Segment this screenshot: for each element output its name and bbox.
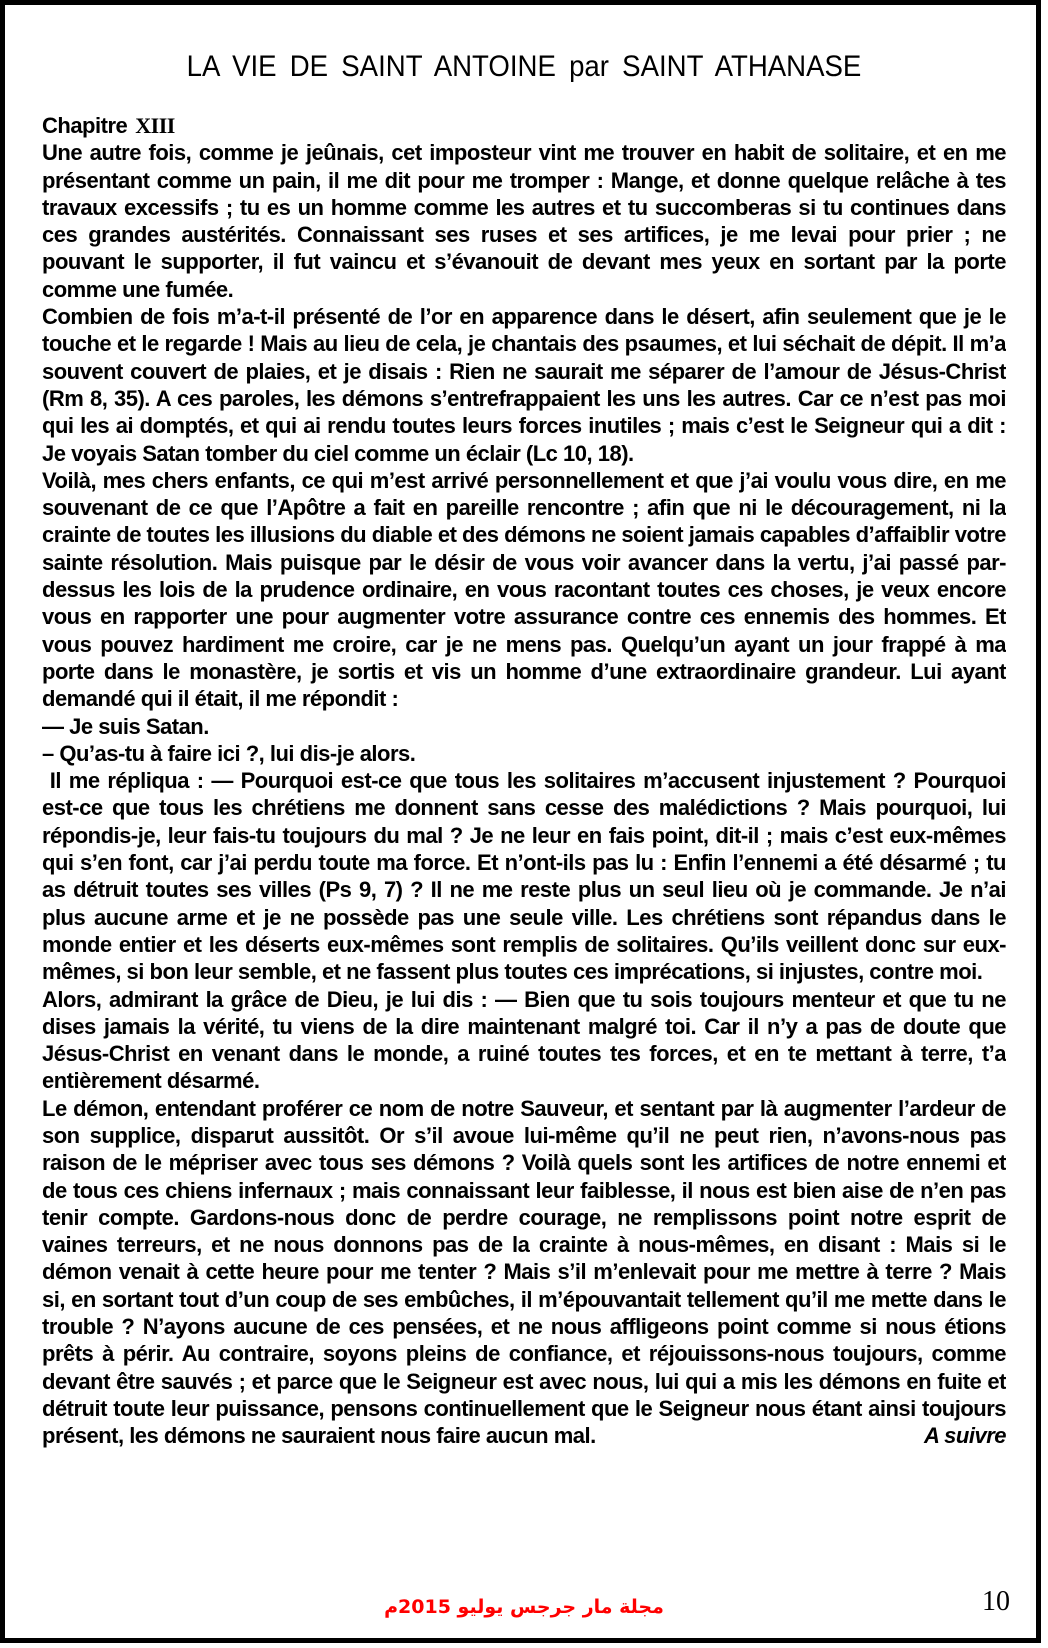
dialogue-line-1: — Je suis Satan. xyxy=(42,713,209,739)
continuation-note: A suivre xyxy=(923,1423,1006,1449)
body-text xyxy=(42,112,1006,1592)
document-title: LA VIE DE SAINT ANTOINE par SAINT ATHANASE xyxy=(186,50,862,83)
chapter-heading xyxy=(42,112,1006,139)
page-number: 10 xyxy=(982,1586,1010,1617)
dialogue-line-2: – Qu’as-tu à faire ici ?, lui dis-je alors. xyxy=(42,740,416,766)
paragraph-5: Alors, admirant la grâce de Dieu, je lui dis : — Bien que tu sois toujours menteur et que tu ne dises jamais la vérité, tu viens de la dire maintenant malgré toi. Car il n’y a pas de doute que Jésus-Christ en venant dans le monde, a ruiné toutes tes forces, et en te mettant à terre, t’a entièrement désarmé. xyxy=(42,986,1006,1094)
paragraph-6 xyxy=(42,1095,1006,1450)
paragraph-6-text: Le démon, entendant proférer ce nom de notre Sauveur, et sentant par là augmenter l’ardeur de son supplice, disparut aussitôt. Or s’il avoue lui-même qu’il ne peut rien, n’avons-nous pas raison de le mépriser avec tous ses démons ? Voilà quels sont les artifices de notre ennemi et de tous ces chiens infernaux ; mais connaissant leur faiblesse, il nous est bien aise de n’en pas tenir compte. Gardons-nous donc de perdre courage, ne remplissons point notre esprit de vaines terreurs, et ne nous donnons pas de la crainte à nous-mêmes, en disant : Mais si le démon venait à cette heure pour me tenter ? Mais s’il m’enlevait pour me mettre à terre ? Mais si, en sortant tout d’un coup de ses embûches, il m’épouvantait tellement qu’il me mette dans le trouble ? N’ayons aucune de ces pensées, et ne nous affligeons point comme si nous étions prêts à périr. Au contraire, soyons pleins de confiance, et réjouissons-nous toujours, comme devant être sauvés ; et parce que le Seigneur est avec nous, lui qui a mis les démons en fuite et détruit toute leur puissance, pensons continuellement que le Seigneur nous étant ainsi toujours présent, les démons ne sauraient nous faire aucun mal. xyxy=(42,1095,1006,1449)
paragraph-4: Il me répliqua : — Pourquoi est-ce que tous les solitaires m’accusent injustement ? Pourquoi est-ce que tous les chrétiens me donnent sans cesse des malédictions ? Mais pourquoi, lui répondis-je, leur fais-tu toujours du mal ? Je ne leur en fais point, dit-il ; mais c’est eux-mêmes qui s’en font, car j’ai perdu toute ma force. Et n’ont-ils pas lu : Enfin l’ennemi a été désarmé ; tu as détruit toutes ses villes (Ps 9, 7) ? Il ne me reste plus un seul lieu où je commande. Je n’ai plus aucune arme et je ne possède pas une seule ville. Les chrétiens sont répandus dans le monde entier et les déserts eux-mêmes sont remplis de solitaires. Qu’ils veillent donc sur eux-mêmes, si bon leur semble, et ne fassent plus toutes ces imprécations, si injustes, contre moi. xyxy=(42,768,1006,985)
paragraph-1: Une autre fois, comme je jeûnais, cet imposteur vint me trouver en habit de solitaire, et en me présentant comme un pain, il me dit pour me tromper : Mange, et donne quelque relâche à tes travaux excessifs ; tu es un homme comme les autres et tu succomberas si tu continues dans ces grandes austérités. Connaissant ses ruses et ses artifices, je me levai pour prier ; ne pouvant le supporter, il fut vaincu et s’évanouit de devant mes yeux en sortant par la porte comme une fumée. xyxy=(42,140,1006,302)
paragraph-2: Combien de fois m’a-t-il présenté de l’or en apparence dans le désert, afin seulement que je le touche et le regarde ! Mais au lieu de cela, je chantais des psaumes, et lui séchait de dépit. Il m’a souvent couvert de plaies, et je disais : Rien ne saurait me séparer de l’amour de Jésus-Christ (Rm 8, 35). A ces paroles, les démons s’entrefrappaient les uns les autres. Car ce n’est pas moi qui les ai domptés, et qui ai rendu toutes leurs forces inutiles ; mais c’est le Seigneur qui a dit : Je voyais Satan tomber du ciel comme un éclair (Lc 10, 18). xyxy=(42,304,1006,466)
paragraph-3: Voilà, mes chers enfants, ce qui m’est arrivé personnellement et que j’ai voulu vous dire, en me souvenant de ce que l’Apôtre a fait en pareille rencontre ; afin que ni le découragement, ni la crainte de toutes les illusions du diable et des démons ne soient jamais capables d’affaiblir votre sainte résolution. Mais puisque par le désir de vous voir avancer dans la vertu, j’ai passé par-dessus les lois de la prudence ordinaire, en vous racontant toutes ces choses, je veux encore vous en rapporter une pour augmenter votre assurance contre ces ennemis des hommes. Et vous pouvez hardiment me croire, car je ne mens pas. Quelqu’un ayant un jour frappé à ma porte dans le monastère, je sortis et vis un homme d’une extraordinaire grandeur. Lui ayant demandé qui il était, il me répondit : xyxy=(42,467,1006,712)
chapter-numeral: XIII xyxy=(135,113,175,138)
chapter-label: Chapitre xyxy=(42,113,128,138)
journal-name-arabic: مجلة مار جرجس يوليو 2015م xyxy=(384,1596,664,1618)
